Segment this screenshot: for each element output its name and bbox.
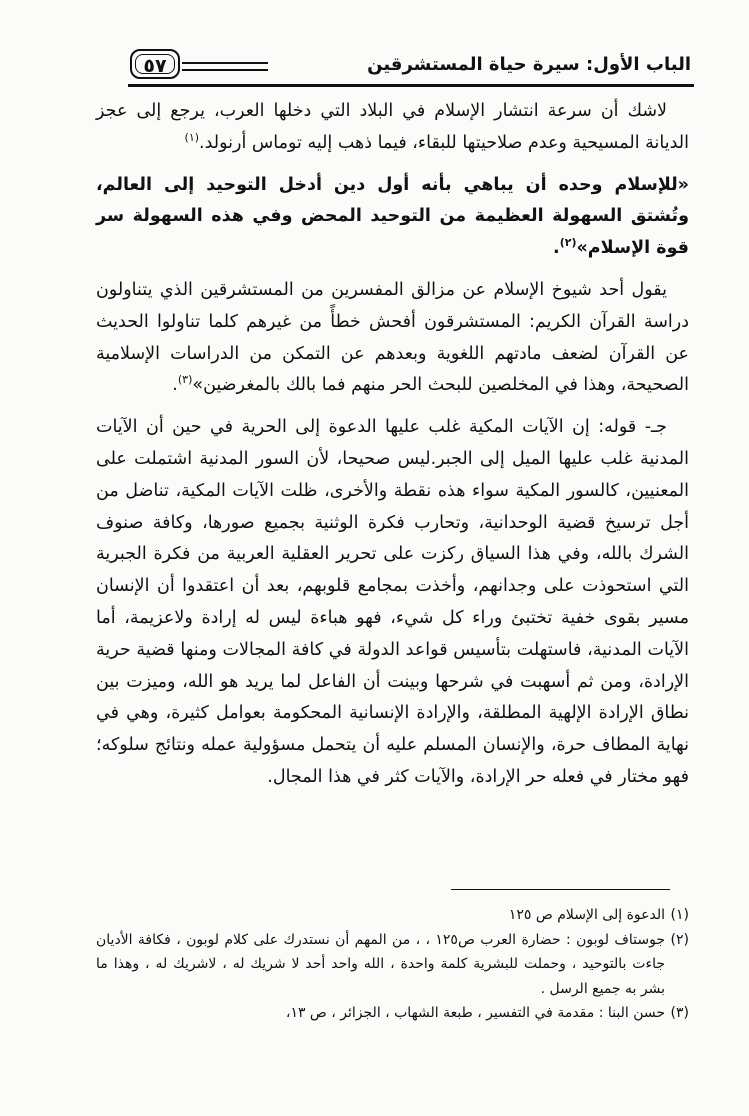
footnote-ref: (١) bbox=[184, 130, 200, 144]
footnote-ref: (٢) bbox=[559, 236, 577, 250]
paragraph: جـ- قوله: إن الآيات المكية غلب عليها الدعوة إلى الحرية في حين أن الآيات المدنية غلب عليها الميل إلى الجبر.ليس صحيحا، لأن السور المدنية اشتملت على المعنيين، كالسور المكية سواء هذه نقطة والأخرى، ظلت الآيات المكية، تناضل من أجل ترسيخ قضية الوحدانية، وتحارب فكرة الوثنية بجميع صورها، وكافة صنوف الشرك بالله، وفي هذا السياق ركزت على تحرير العقلية العربية من فكرة الجبرية التي استحوذت على وجدانهم، وأخذت بمجامع قلوبهم، بعد أن اعتقدوا أن الإنسان مسير بقوى خفية تختبئ وراء كل شيء، فهو هباءة ليس له إرادة ولاعزيمة، أما الآيات المدنية، فاستهلت بتأسيس قواعد الدولة في كافة المجالات ومنها قضية حرية الإرادة، ومن ثم أسهبت في شرحها وبينت أن الفاعل لما يريد هو الله، وميزت بين نطاق الإرادة الإلهية المطلقة، والإرادة الإنسانية المحكومة بعوامل كثيرة، وهي في نهاية المطاف حرة، والإنسان المسلم عليه أن يتحمل مسؤولية عمله ونتائج سلوكه؛ فهو مختار في فعله حر الإرادة، والآيات كثر في هذا المجال. bbox=[96, 417, 689, 787]
footnotes bbox=[96, 903, 689, 1026]
footnote: (٣) حسن البنا : مقدمة في التفسير ، طبعة الشهاب ، الجزائر ، ص ١٣، bbox=[285, 1005, 689, 1021]
footnote-divider bbox=[451, 889, 670, 890]
footnote-ref: (٣) bbox=[177, 373, 193, 387]
main-text bbox=[96, 96, 689, 804]
header-ornament-line bbox=[182, 69, 268, 71]
paragraph-quote: «للإسلام وحده أن يباهي بأنه أول دين أدخل التوحيد إلى العالم، وتُشتق السهولة العظيمة من التوحيد المحض وفي هذه السهولة سر قوة الإسلام»$^{(٢)}$. bbox=[96, 174, 689, 259]
header-ornament-line bbox=[182, 62, 268, 64]
footnote: (٢) جوستاف لوبون : حضارة العرب ص١٢٥ ، ، من المهم أن نستدرك على كلام لوبون ، فكافة الأديان جاءت بالتوحيد ، وحملت للبشرية كلمة واحدة ، الله واحد أحد لا شريك له ، لاشريك له ، وهذا ما بشر به جميع الرسل . bbox=[96, 931, 689, 997]
footnote: (١) الدعوة إلى الإسلام ص ١٢٥ bbox=[508, 907, 689, 923]
chapter-title: الباب الأول: سيرة حياة المستشرقين bbox=[367, 54, 691, 75]
paragraph: يقول أحد شيوخ الإسلام عن مزالق المفسرين من المستشرقين الذي يتناولون دراسة القرآن الكريم: المستشرقون أفحش خطأً من غيرهم كلما تناولوا الحديث عن القرآن لضعف مادتهم اللغوية وبعدهم عن التمكن من الدراسات الإسلامية الصحيحة، وهذا في المخلصين للبحث الحر منهم فما بالك بالمغرضين»$^{(٣)}$. bbox=[96, 279, 689, 396]
header-divider bbox=[128, 84, 694, 87]
page-number: ٥٧ bbox=[130, 49, 180, 79]
paragraph: لاشك أن سرعة انتشار الإسلام في البلاد التي دخلها العرب، يرجع إلى عجز الديانة المسيحية وعدم صلاحيتها للبقاء، فيما ذهب إليه توماس أرنولد.$^{(١)}$ bbox=[96, 101, 689, 153]
